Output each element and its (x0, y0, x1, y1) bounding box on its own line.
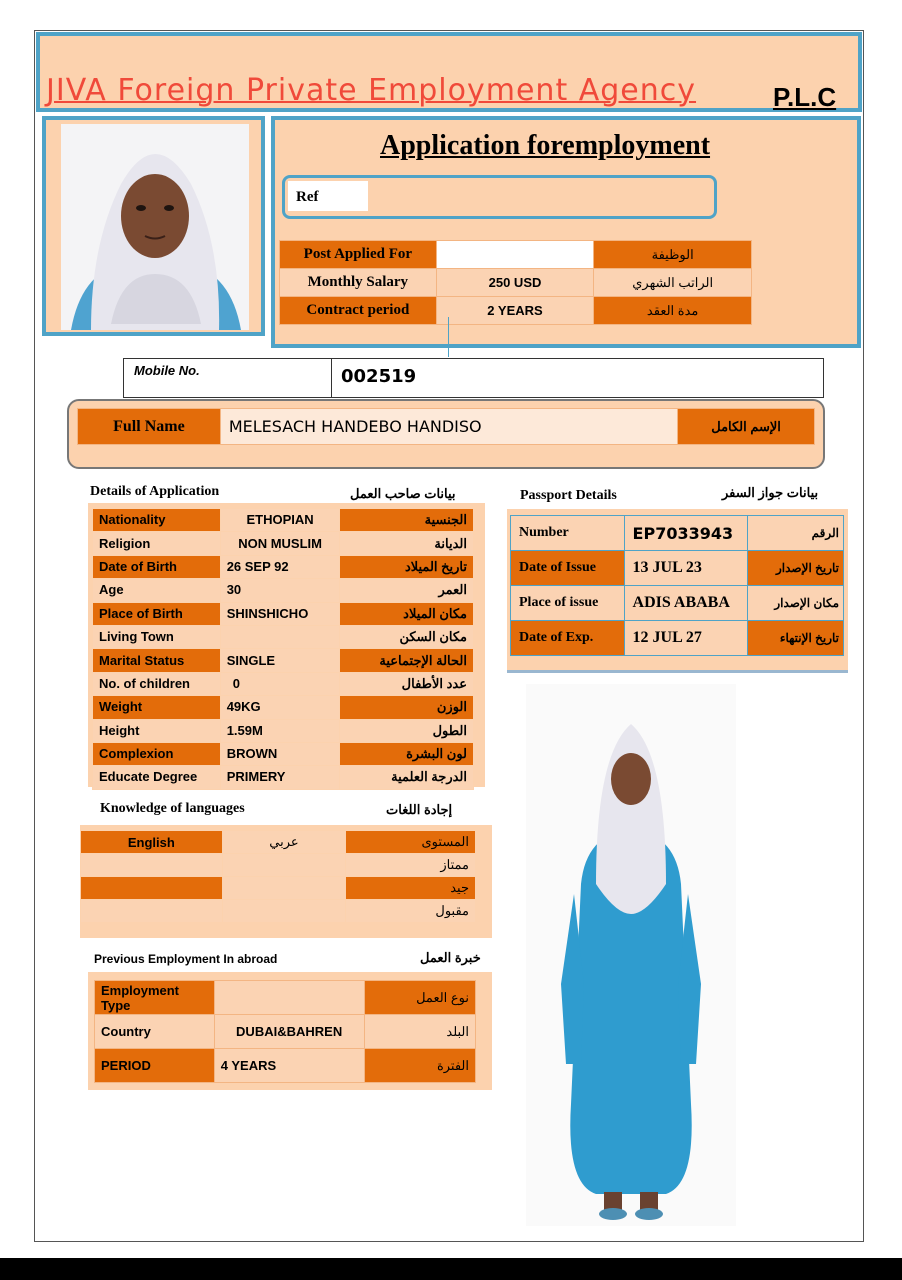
table-row (93, 532, 474, 555)
table-row (81, 877, 476, 900)
detail-value: PRIMERY (220, 766, 340, 789)
contract-value: 2 YEARS (436, 297, 594, 325)
level-acceptable: مقبول (346, 900, 476, 923)
languages-heading-arabic: إجادة اللغات (386, 802, 453, 817)
passport-issue-date: 13 JUL 23 (624, 551, 748, 586)
detail-label: Place of Birth (93, 602, 221, 625)
passport-expiry-date: 12 JUL 27 (624, 621, 748, 656)
detail-value: 26 SEP 92 (220, 555, 340, 578)
details-table (92, 508, 474, 790)
level-good: جيد (346, 877, 476, 900)
english-level-cell (81, 854, 223, 877)
detail-value: SHINSHICHO (220, 602, 340, 625)
ref-label: Ref (288, 181, 368, 211)
agency-name: JIVA Foreign Private Employment Agency (46, 73, 697, 108)
detail-label: Age (93, 579, 221, 602)
table-row (280, 241, 752, 269)
passport-label: Place of issue (511, 586, 625, 621)
agency-banner (36, 32, 862, 112)
employment-arabic: الفترة (364, 1049, 475, 1083)
detail-label: Weight (93, 696, 221, 719)
detail-value (220, 625, 340, 648)
languages-heading: Knowledge of languages (100, 801, 245, 816)
passport-table (510, 515, 844, 656)
mobile-value: 002519 (341, 366, 417, 387)
detail-arabic: تاريخ الميلاد (340, 555, 474, 578)
detail-value: 0 (220, 672, 340, 695)
detail-arabic: مكان السكن (340, 625, 474, 648)
passport-label: Date of Exp. (511, 621, 625, 656)
table-row (81, 854, 476, 877)
post-label: Post Applied For (280, 241, 437, 269)
table-row (93, 766, 474, 789)
table-row (93, 742, 474, 765)
connector-line (448, 317, 449, 357)
table-row (280, 297, 752, 325)
detail-label: Date of Birth (93, 555, 221, 578)
detail-label: Living Town (93, 625, 221, 648)
salary-label: Monthly Salary (280, 269, 437, 297)
detail-arabic: لون البشرة (340, 742, 474, 765)
table-row (93, 509, 474, 532)
level-column-header: المستوى (346, 831, 476, 854)
table-row (511, 586, 844, 621)
table-row (93, 579, 474, 602)
passport-arabic: تاريخ الإنتهاء (748, 621, 844, 656)
table-row (95, 981, 476, 1015)
passport-issue-place: ADIS ABABA (624, 586, 748, 621)
detail-value: 30 (220, 579, 340, 602)
arabic-level-cell (222, 854, 346, 877)
post-arabic: الوظيفة (594, 241, 752, 269)
passport-arabic: مكان الإصدار (748, 586, 844, 621)
table-row (511, 551, 844, 586)
detail-arabic: مكان الميلاد (340, 602, 474, 625)
salary-arabic: الراتب الشهري (594, 269, 752, 297)
contract-label: Contract period (280, 297, 437, 325)
detail-arabic: عدد الأطفال (340, 672, 474, 695)
english-column-header: English (81, 831, 223, 854)
table-row (93, 555, 474, 578)
headshot-illustration (61, 124, 249, 330)
english-level-cell (81, 900, 223, 923)
arabic-level-cell (222, 900, 346, 923)
table-row (511, 621, 844, 656)
employment-heading: Previous Employment In abroad (94, 952, 278, 966)
full-name-table (77, 408, 815, 445)
english-level-cell (81, 877, 223, 900)
detail-arabic: الطول (340, 719, 474, 742)
employment-label: PERIOD (95, 1049, 215, 1083)
detail-arabic: الديانة (340, 532, 474, 555)
application-title: Application foremployment (380, 130, 711, 161)
employment-label: Employment Type (95, 981, 215, 1015)
detail-arabic: الدرجة العلمية (340, 766, 474, 789)
passport-number: EP7033943 (624, 516, 748, 551)
table-row (95, 1015, 476, 1049)
full-name-arabic: الإسم الكامل (678, 409, 815, 445)
employment-arabic: البلد (364, 1015, 475, 1049)
table-row (93, 672, 474, 695)
detail-label: Educate Degree (93, 766, 221, 789)
bottom-bar (0, 1258, 902, 1280)
detail-label: Marital Status (93, 649, 221, 672)
full-name-label: Full Name (78, 409, 221, 445)
job-table (279, 240, 752, 325)
employment-heading-arabic: خبرة العمل (420, 950, 481, 965)
level-excellent: ممتاز (346, 854, 476, 877)
passport-arabic: تاريخ الإصدار (748, 551, 844, 586)
contract-arabic: مدة العقد (594, 297, 752, 325)
headshot-photo (61, 124, 249, 330)
table-row (93, 602, 474, 625)
mobile-box (123, 358, 824, 398)
detail-value: 1.59M (220, 719, 340, 742)
table-row (93, 625, 474, 648)
employment-table (94, 980, 476, 1083)
table-row (93, 649, 474, 672)
passport-label: Number (511, 516, 625, 551)
passport-label: Date of Issue (511, 551, 625, 586)
detail-label: Complexion (93, 742, 221, 765)
agency-suffix: P.L.C (773, 82, 837, 112)
detail-value: ETHOPIAN (220, 509, 340, 532)
table-row (81, 831, 476, 854)
detail-label: No. of children (93, 672, 221, 695)
employment-value (214, 981, 364, 1015)
detail-label: Height (93, 719, 221, 742)
passport-heading: Passport Details (520, 488, 617, 503)
table-row (280, 269, 752, 297)
post-value (436, 241, 594, 269)
passport-arabic: الرقم (748, 516, 844, 551)
table-row (78, 409, 815, 445)
full-name-value: MELESACH HANDEBO HANDISO (220, 409, 677, 445)
detail-value: BROWN (220, 742, 340, 765)
table-row (511, 516, 844, 551)
detail-value: NON MUSLIM (220, 532, 340, 555)
detail-arabic: الحالة الإجتماعية (340, 649, 474, 672)
employment-arabic: نوع العمل (364, 981, 475, 1015)
detail-arabic: الوزن (340, 696, 474, 719)
arabic-column-header: عربي (222, 831, 346, 854)
arabic-level-cell (222, 877, 346, 900)
table-row (81, 900, 476, 923)
table-row (93, 696, 474, 719)
detail-arabic: العمر (340, 579, 474, 602)
detail-arabic: الجنسية (340, 509, 474, 532)
mobile-label: Mobile No. (134, 363, 200, 378)
employment-label: Country (95, 1015, 215, 1049)
detail-value: SINGLE (220, 649, 340, 672)
table-row (93, 719, 474, 742)
details-heading: Details of Application (90, 484, 220, 499)
detail-label: Religion (93, 532, 221, 555)
details-heading-arabic: بيانات صاحب العمل (350, 486, 456, 501)
detail-label: Nationality (93, 509, 221, 532)
salary-value: 250 USD (436, 269, 594, 297)
employment-value: 4 YEARS (214, 1049, 364, 1083)
employment-value: DUBAI&BAHREN (214, 1015, 364, 1049)
detail-value: 49KG (220, 696, 340, 719)
full-length-photo (526, 684, 736, 1226)
full-length-illustration (526, 684, 736, 1226)
table-row (95, 1049, 476, 1083)
mobile-divider (331, 358, 332, 398)
languages-table (80, 830, 476, 923)
passport-heading-arabic: بيانات جواز السفر (722, 485, 819, 500)
